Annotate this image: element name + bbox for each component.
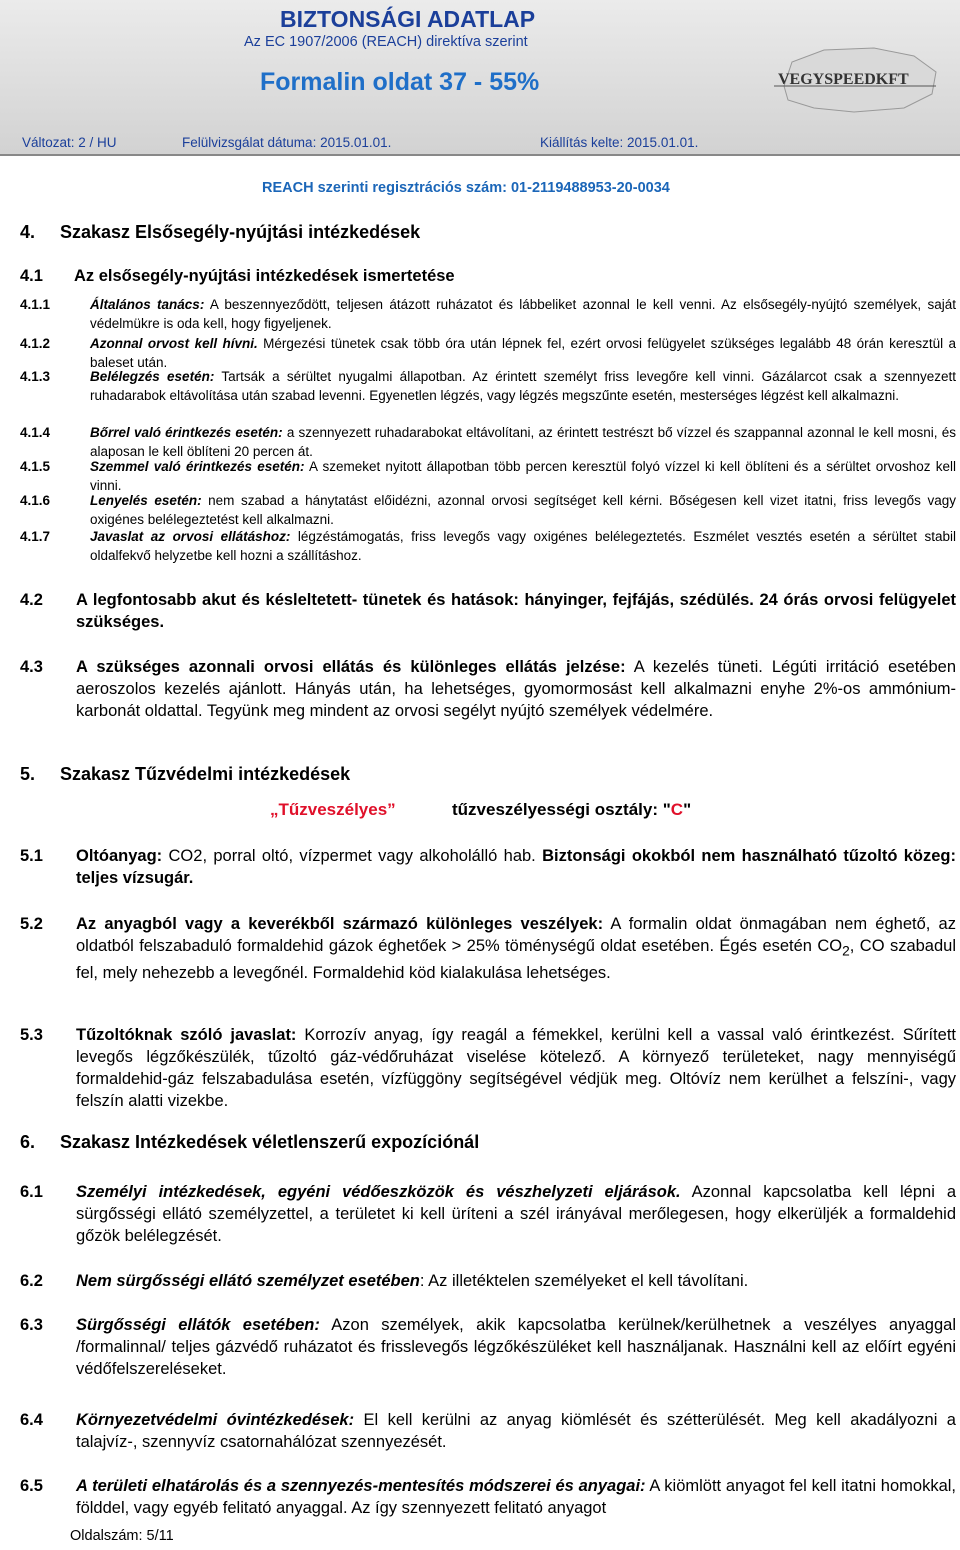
logo-text: VEGYSPEEDKFT (778, 71, 909, 88)
section-6-3: 6.3 Sürgősségi ellátók esetében: Azon személyek, akik kapcsolatba kerülnek/kerülhetnek a veszélyes anyaggal /formalinnal/ teljes gázvédő ruházatot és frisslevegős légzőkészüléket kell használjanak. Használni kell az előírt egyéni védőfelszereléseket. (20, 1316, 957, 1378)
section-5-2: 5.2 Az anyagból vagy a keverékből származó különleges veszélyek: A formalin oldat önmagában nem éghető, az oldatból felszabaduló formaldehid gázok éghetőek > 25% töménységű oldat esetében. Égés esetén $CO_2$, CO szabadul fel, mely nehezebb a levegőnél. Formaldehid köd kialakulása lehetséges. (20, 915, 956, 983)
section-5-heading: 5. Szakasz Tűzvédelmi intézkedések (20, 764, 351, 784)
list-item: 4.1.3 Belélegzés esetén: Tartsák a sérültet nyugalmi állapotban. Az érintett személyt friss levegőre kell vinni. Gázálarcot csak a szennyezett ruhadarabok eltávolítása után szabad levenni. Egyenetlen légzés, vagy légzés megszűnte esetén, mesterséges légzést kell alkalmazni. (20, 369, 957, 403)
list-item: 4.1.4 Bőrrel való érintkezés esetén: a szennyezett ruhadarabokat eltávolítani, az érintett testrészt bő vízzel és szappannal azonnal le kell mosni, és alaposan le kell öblíteni 20 percen át. (20, 425, 957, 459)
section-6-2: 6.2 Nem sürgősségi ellátó személyzet esetében: Az illetéktelen személyeket el kell távolítani. (20, 1272, 749, 1290)
reach-registration: REACH szerinti regisztrációs szám: 01-2119488953-20-0034 (262, 180, 670, 196)
page-number: Oldalszám: 5/11 (70, 1528, 174, 1544)
list-item: 4.1.1 Általános tanács: A beszennyeződött, teljesen átázott ruházatot és lábbeliket azonnal le kell venni. Az elsősegély-nyújtó személyek, saját védelmükre is oda kell, hogy figyeljenek. (20, 297, 956, 331)
product-name: Formalin oldat 37 - 55% (260, 68, 540, 96)
company-logo (764, 42, 940, 116)
section-6-5: 6.5 A területi elhatárolás és a szennyezés-mentesítés módszerei és anyagai: A kiömlött anyagot fel kell itatni homokkal, földdel, vagy egyéb felitató anyaggal. Az így szennyezett felitató anyagot (20, 1477, 956, 1517)
document-header (0, 0, 960, 156)
section-4-1-heading: 4.1 Az elsősegély-nyújtási intézkedések ismertetése (20, 267, 455, 285)
version-info: Változat: 2 / HU (22, 135, 117, 150)
fire-class: tűzveszélyességi osztály: "C" (452, 800, 692, 819)
list-item: 4.1.7 Javaslat az orvosi ellátáshoz: légzéstámogatás, friss levegős vagy oxigénes belélegeztetés. Eszmélet vesztés esetén a sérültet stabil oldalfekvő helyzetbe kell hozni a szállításhoz. (20, 529, 956, 563)
section-4-3: 4.3 A szükséges azonnali orvosi ellátás és különleges ellátás jelzése: A kezelés tüneti. Légúti irritáció esetében aeroszolos kezelés ajánlott. Hányás után, ha lehetséges, gyomormosást kell alkalmazni enyhe 2%-os ammónium-karbonát oldattal. Tegyünk meg mindent az orvosi segélyt nyújtó személyek védelmére. (20, 658, 956, 720)
fire-hazard-label: „Tűzveszélyes” (270, 800, 396, 819)
section-6-1: 6.1 Személyi intézkedések, egyéni védőeszközök és vészhelyzeti eljárások. Azonnal kapcsolatba kell lépni a sürgősségi ellátó személyzettel, a területet ki kell üríteni a szél irányával merőlegesen, hogy elkerüljék a formaldehid gőzök belélegzését. (20, 1183, 956, 1245)
section-4-heading: 4. Szakasz Elsősegély-nyújtási intézkedések (20, 222, 421, 242)
list-item: 4.1.2 Azonnal orvost kell hívni. Mérgezési tünetek csak több óra után lépnek fel, ezért orvosi felügyelet szükséges legalább 48 órán keresztül a baleset után. (20, 336, 957, 370)
section-5-1: 5.1 Oltóanyag: CO2, porral oltó, vízpermet vagy alkoholálló hab. Biztonsági okokból nem használható tűzoltó közeg: teljes vízsugár. (20, 847, 957, 887)
section-6-heading: 6. Szakasz Intézkedések véletlenszerű expozíciónál (20, 1132, 480, 1152)
section-4-2: 4.2 A legfontosabb akut és késleltetett- tünetek és hatások: hányinger, fejfájás, szédülés. 24 órás orvosi felügyelet szükséges. (20, 591, 956, 631)
review-date: Felülvizsgálat dátuma: 2015.01.01. (182, 135, 392, 150)
section-5-3: 5.3 Tűzoltóknak szóló javaslat: Korrozív anyag, így reagál a fémekkel, kerülni kell a vassal való érintkezést. Sűrített levegős légzőkészülék, tűzoltó gáz-védőruházat viselése kötelező. A környező területeket, nagy mennyiségű formaldehid-gáz felszabadulása esetén, vízfüggöny segítségével védjük meg. Oltóvíz nem kerülhet a felszíni-, vagy felszín alatti vizekbe. (20, 1026, 956, 1110)
issue-date: Kiállítás kelte: 2015.01.01. (540, 135, 699, 150)
list-item: 4.1.5 Szemmel való érintkezés esetén: A szemeket nyitott állapotban több percen keresztül folyó vízzel ki kell öblíteni és a sérültet orvoshoz kell vinni. (20, 459, 956, 493)
document-title: BIZTONSÁGI ADATLAP (280, 6, 536, 32)
section-6-4: 6.4 Környezetvédelmi óvintézkedések: El kell kerülni az anyag kiömlését és szétterülését. Meg kell akadályozni a talajvíz-, szennyvíz csatornahálózat szennyezését. (20, 1411, 956, 1451)
document-subtitle: Az EC 1907/2006 (REACH) direktíva szerint (244, 34, 528, 50)
list-item: 4.1.6 Lenyelés esetén: nem szabad a hánytatást előidézni, azonnal orvosi segítséget kell kérni. Bőségesen kell vizet itatni, friss levegős vagy oxigénes belélegeztetést kell alkalmazni. (20, 493, 956, 527)
